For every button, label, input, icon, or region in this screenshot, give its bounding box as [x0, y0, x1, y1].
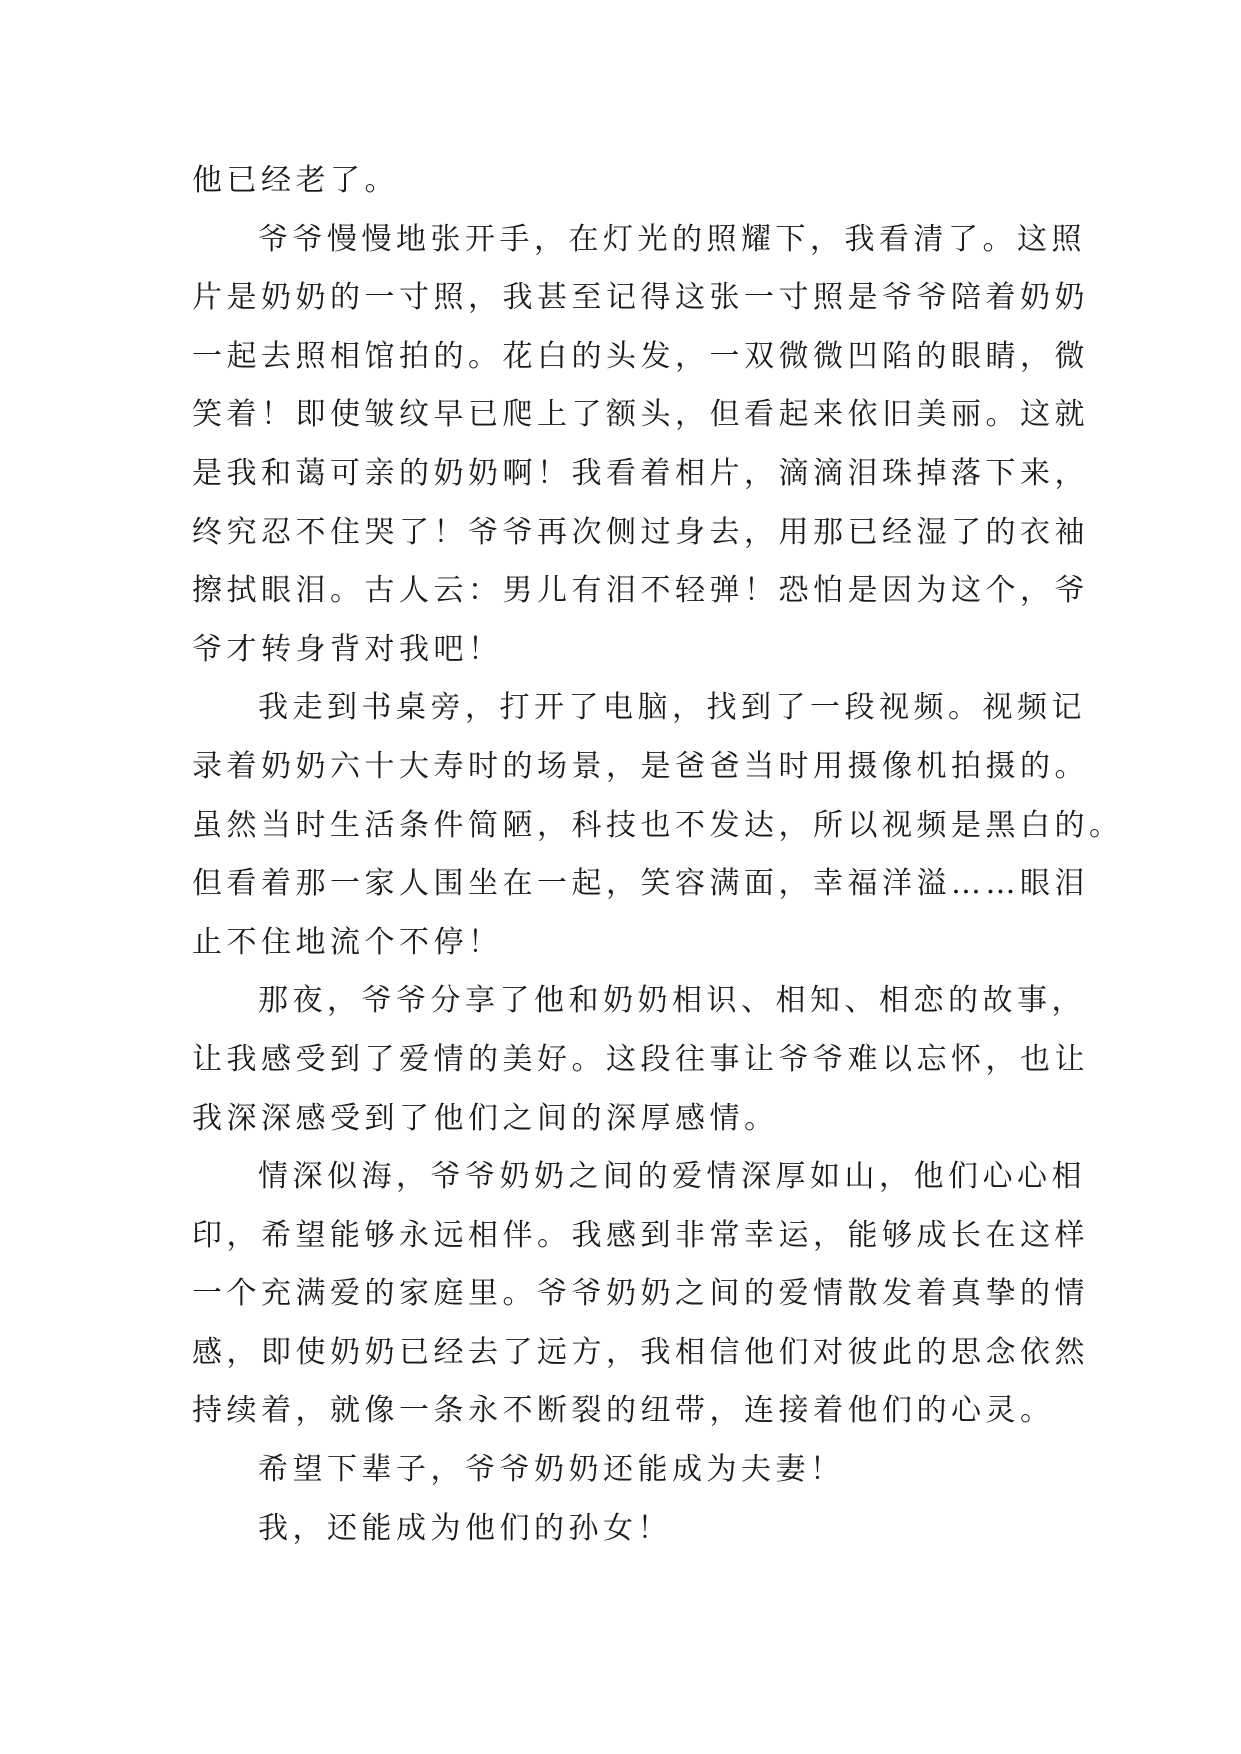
- text-line: 感，即使奶奶已经去了远方，我相信他们对彼此的思念依然: [192, 1334, 1089, 1370]
- text-line: 希望下辈子，爷爷奶奶还能成为夫妻！: [258, 1452, 845, 1488]
- text-line: 但看着那一家人围坐在一起，笑容满面，幸福洋溢……眼泪: [192, 866, 1089, 902]
- text-line: 终究忍不住哭了！爷爷再次侧过身去，用那已经湿了的衣袖: [192, 514, 1089, 550]
- text-line: 一个充满爱的家庭里。爷爷奶奶之间的爱情散发着真挚的情: [192, 1276, 1089, 1312]
- text-line: 印，希望能够永远相伴。我感到非常幸运，能够成长在这样: [192, 1217, 1089, 1253]
- text-line: 笑着！即使皱纹早已爬上了额头，但看起来依旧美丽。这就: [192, 397, 1089, 433]
- text-line: 片是奶奶的一寸照，我甚至记得这张一寸照是爷爷陪着奶奶: [192, 280, 1089, 316]
- text-line: 让我感受到了爱情的美好。这段往事让爷爷难以忘怀，也让: [192, 1041, 1089, 1077]
- text-line: 擦拭眼泪。古人云：男儿有泪不轻弹！恐怕是因为这个，爷: [192, 573, 1089, 609]
- text-line: 虽然当时生活条件简陋，科技也不发达，所以视频是黑白的。: [192, 807, 1124, 843]
- body-text: [192, 152, 1124, 1558]
- text-line: 我，还能成为他们的孙女！: [258, 1510, 672, 1546]
- text-line: 一起去照相馆拍的。花白的头发，一双微微凹陷的眼睛，微: [192, 338, 1089, 374]
- text-line: 那夜，爷爷分享了他和奶奶相识、相知、相恋的故事，: [258, 983, 1086, 1019]
- text-line: 情深似海，爷爷奶奶之间的爱情深厚如山，他们心心相: [258, 1159, 1086, 1195]
- text-line: 我走到书桌旁，打开了电脑，找到了一段视频。视频记: [258, 690, 1086, 726]
- text-line: 录着奶奶六十大寿时的场景，是爸爸当时用摄像机拍摄的。: [192, 748, 1089, 784]
- text-line: 持续着，就像一条永不断裂的纽带，连接着他们的心灵。: [192, 1393, 1055, 1429]
- text-line: 止不住地流个不停！: [192, 924, 503, 960]
- text-line: 我深深感受到了他们之间的深厚感情。: [192, 1100, 779, 1136]
- text-line: 是我和蔼可亲的奶奶啊！我看着相片，滴滴泪珠掉落下来，: [192, 455, 1089, 491]
- text-line: 爷爷慢慢地张开手，在灯光的照耀下，我看清了。这照: [258, 221, 1086, 257]
- text-line: 他已经老了。: [192, 163, 399, 198]
- text-line: 爷才转身背对我吧！: [192, 631, 503, 667]
